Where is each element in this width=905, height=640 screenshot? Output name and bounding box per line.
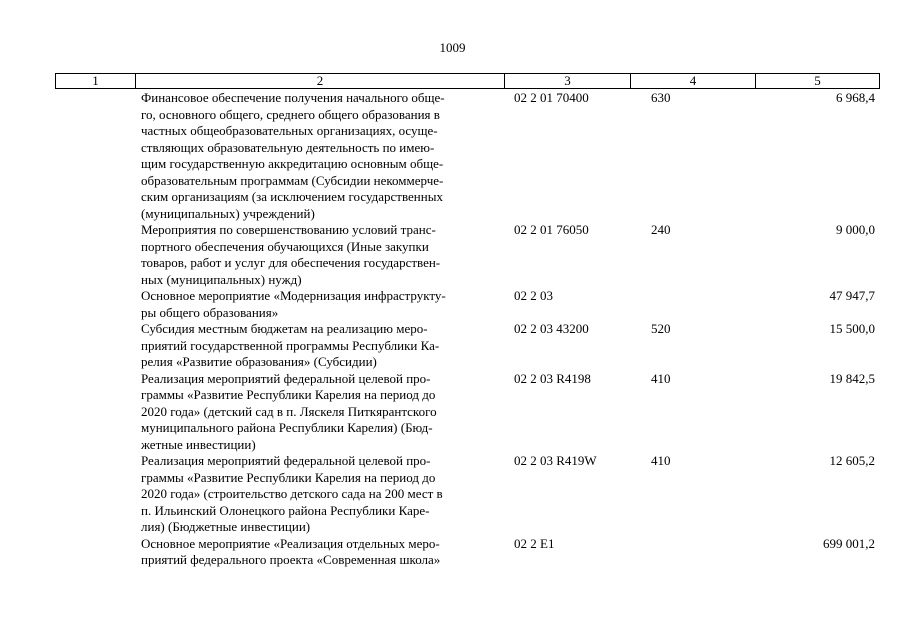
row-code: 02 2 03 xyxy=(514,288,553,303)
row-expense-type: 630 xyxy=(651,90,671,105)
row-amount: 19 842,5 xyxy=(829,370,875,386)
row-code: 02 2 03 43200 xyxy=(514,321,589,336)
table-row xyxy=(55,321,880,371)
row-expense-type: 410 xyxy=(651,370,671,386)
row-expense-type xyxy=(632,288,757,321)
row-amount: 12 605,2 xyxy=(829,453,875,468)
column-header-1: 1 xyxy=(56,74,136,88)
column-header-4: 4 xyxy=(631,74,756,88)
row-amount: 9 000,0 xyxy=(836,222,875,237)
table-header xyxy=(55,73,880,89)
row-description: Основное мероприятие «Реализация отдельных меро- приятий федерального проекта «Современная школа» xyxy=(141,535,441,567)
row-expense-type: 520 xyxy=(651,321,671,336)
row-code: 02 2 03 R419W xyxy=(514,453,597,468)
table-row xyxy=(55,288,880,321)
row-amount: 6 968,4 xyxy=(836,90,875,105)
table-body xyxy=(55,90,880,569)
row-amount: 47 947,7 xyxy=(829,288,875,303)
table-row xyxy=(55,536,880,569)
row-description: Реализация мероприятий федеральной целевой про- граммы «Развитие Республики Карелия на период до 2020 года» (строительство детского сада на 200 мест в п. Ильинский Олонецкого района Республики Каре- лия) (Бюджетные инвестиции) xyxy=(141,453,443,534)
row-description: Финансовое обеспечение получения начального обще- го, основного общего, среднего общего образования в частных общеобразовательных организациях, осуще- ствляющих образовательную деятельность по имею- щим государственную аккредитацию основным обще- образовательным программам (Субсидии некоммерче- ским организациям (за исключением государственных (муниципальных) учреждений) xyxy=(141,90,445,221)
row-expense-type: 240 xyxy=(651,222,671,237)
row-description: Субсидия местным бюджетам на реализацию меро- приятий государственной программы Республики Ка- релия «Развитие образования» (Субсидии) xyxy=(141,321,440,369)
row-code: 02 2 03 R4198 xyxy=(514,370,591,386)
row-code: 02 2 01 76050 xyxy=(514,222,589,237)
table-row xyxy=(55,90,880,222)
row-amount: 699 001,2 xyxy=(823,535,875,551)
column-header-5: 5 xyxy=(814,73,821,88)
row-description: Реализация мероприятий федеральной целевой про- граммы «Развитие Республики Карелия на период до 2020 года» (детский сад в п. Ляскеля Питкярантского муниципального района Республики Карелия) (Бюд- жетные инвестиции) xyxy=(141,370,437,452)
table-row xyxy=(55,371,880,454)
table-row xyxy=(55,222,880,288)
row-expense-type xyxy=(632,536,757,569)
column-header-2: 2 xyxy=(136,74,505,88)
row-code: 02 2 E1 xyxy=(514,535,555,551)
row-amount: 15 500,0 xyxy=(829,321,875,336)
row-code: 02 2 01 70400 xyxy=(514,90,589,105)
row-description: Основное мероприятие «Модернизация инфраструкту- ры общего образования» xyxy=(141,288,446,320)
column-header-3: 3 xyxy=(505,74,631,88)
row-description: Мероприятия по совершенствованию условий транс- портного обеспечения обучающихся (Иные закупки товаров, работ и услуг для обеспечения государствен- ных (муниципальных) нужд) xyxy=(141,222,441,287)
row-expense-type: 410 xyxy=(651,453,671,468)
table-row xyxy=(55,453,880,536)
page-number: 1009 xyxy=(439,40,466,55)
